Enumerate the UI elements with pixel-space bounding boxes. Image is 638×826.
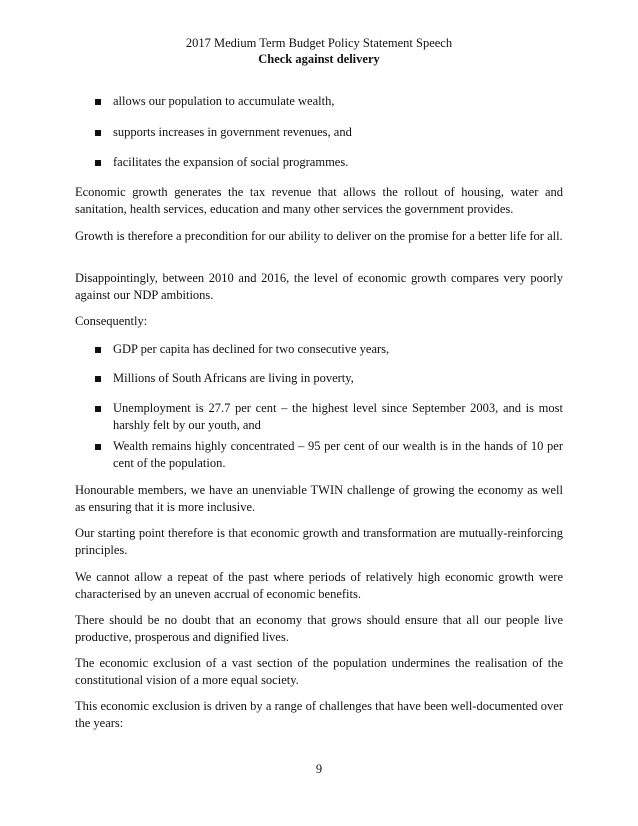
bullet-square-icon [95, 347, 101, 353]
bullet-item: Wealth remains highly concentrated – 95 per cent of our wealth is in the hands of 10 per cent of the population. [95, 438, 563, 472]
bullet-item: GDP per capita has declined for two consecutive years, [95, 341, 563, 358]
paragraph: Consequently: [75, 314, 148, 328]
paragraph: Disappointingly, between 2010 and 2016, the level of economic growth compares very poorly against our NDP ambitions. [75, 271, 563, 302]
bullet-square-icon [95, 160, 101, 166]
bullet-square-icon [95, 406, 101, 412]
page-header [0, 35, 638, 67]
paragraph: Economic growth generates the tax revenue that allows the rollout of housing, water and sanitation, health services, education and many other services the government provides. [75, 185, 563, 216]
paragraph: We cannot allow a repeat of the past where periods of relatively high economic growth were characterised by an uneven accrual of economic benefits. [75, 570, 563, 601]
paragraph: This economic exclusion is driven by a range of challenges that have been well-documented over the years: [75, 699, 563, 730]
page-number: 9 [315, 762, 323, 776]
bullet-square-icon [95, 99, 101, 105]
bullet-square-icon [95, 376, 101, 382]
paragraph: Honourable members, we have an unenviable TWIN challenge of growing the economy as well as ensuring that it is more inclusive. [75, 483, 563, 514]
bullet-item: Millions of South Africans are living in poverty, [95, 370, 563, 387]
paragraph: Our starting point therefore is that economic growth and transformation are mutually-reinforcing principles. [75, 526, 563, 557]
bullet-square-icon [95, 444, 101, 450]
bullet-item: allows our population to accumulate wealth, [95, 93, 563, 110]
bullet-item: supports increases in government revenues, and [95, 124, 563, 141]
delivery-note: Check against delivery [258, 52, 380, 66]
document-title: 2017 Medium Term Budget Policy Statement Speech [185, 36, 453, 50]
paragraph: Growth is therefore a precondition for our ability to deliver on the promise for a better life for all. [75, 229, 563, 243]
paragraph: There should be no doubt that an economy that grows should ensure that all our people live productive, prosperous and dignified lives. [75, 613, 563, 644]
paragraph: The economic exclusion of a vast section of the population undermines the realisation of the constitutional vision of a more equal society. [75, 656, 563, 687]
bullet-item: Unemployment is 27.7 per cent – the highest level since September 2003, and is most harshly felt by our youth, and [95, 400, 563, 434]
bullet-item: facilitates the expansion of social programmes. [95, 154, 563, 171]
bullet-square-icon [95, 130, 101, 136]
